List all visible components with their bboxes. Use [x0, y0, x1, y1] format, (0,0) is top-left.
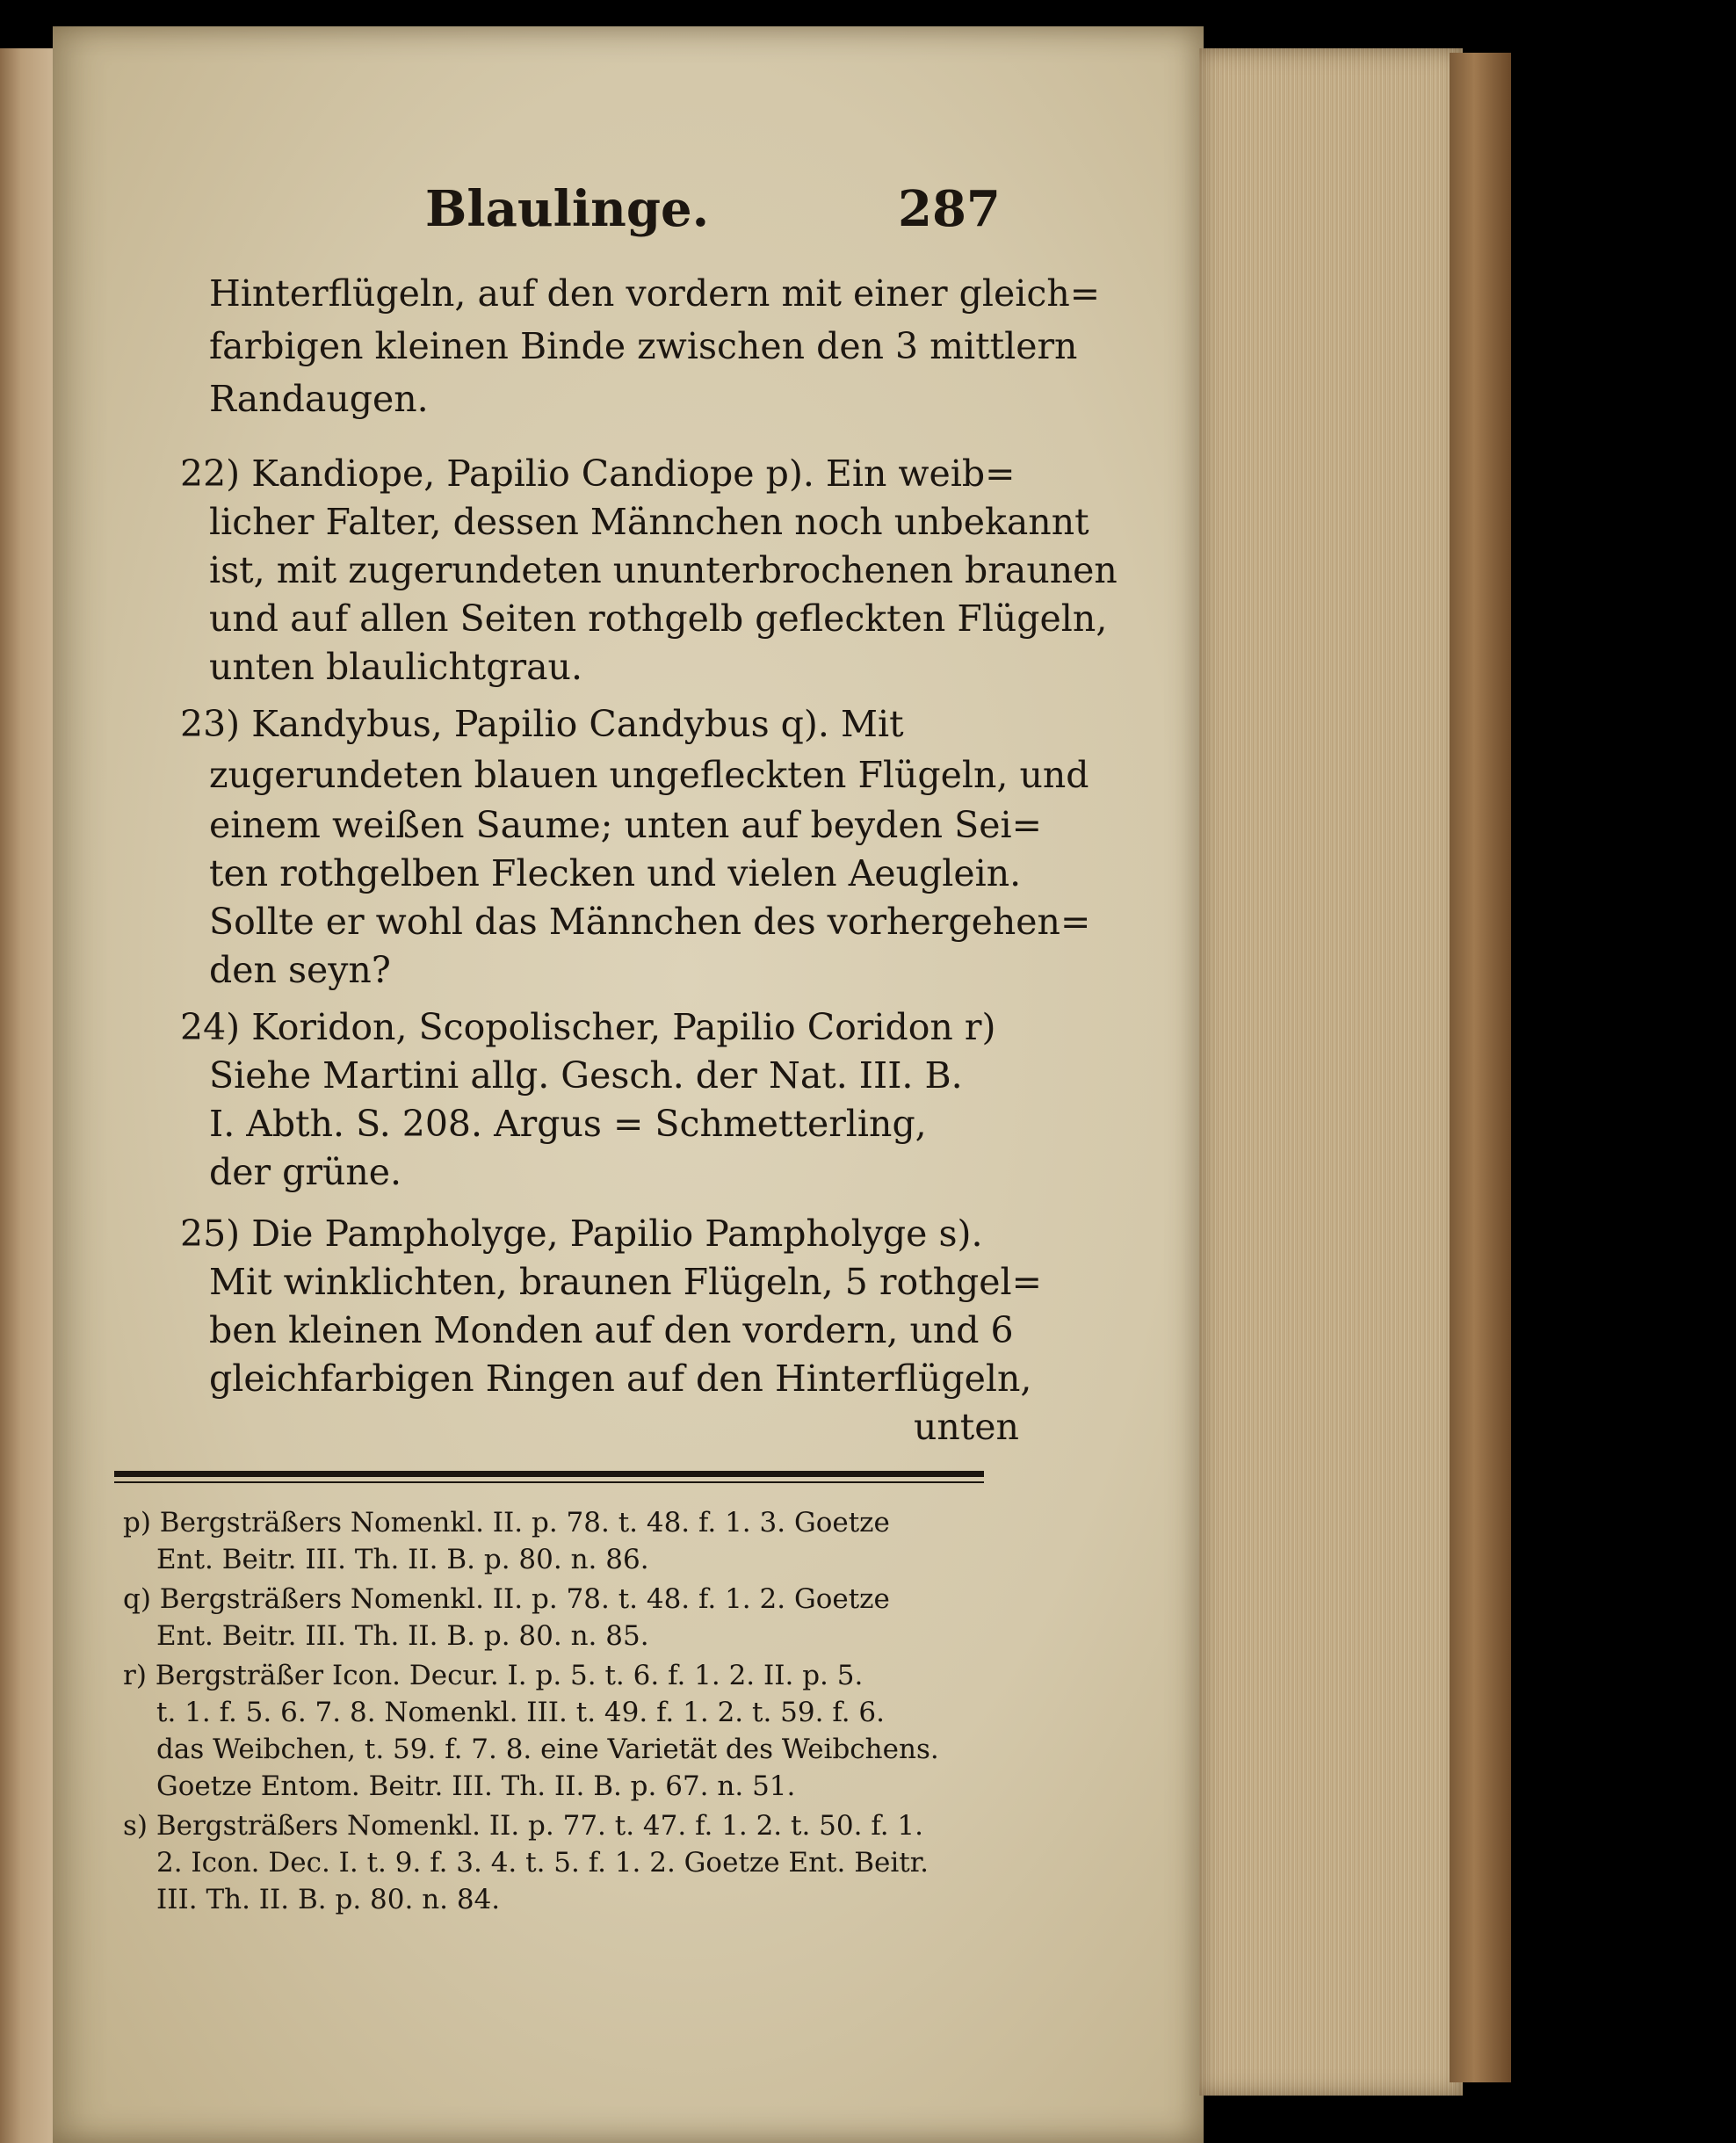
body-line: 25) Die Pampholyge, Papilio Pampholyge s).: [180, 1213, 983, 1255]
body-line: ist, mit zugerundeten ununterbrochenen braunen: [209, 549, 1118, 591]
body-line: farbigen kleinen Binde zwischen den 3 mittlern: [209, 325, 1078, 367]
body-line: und auf allen Seiten rothgelb gefleckten Flügeln,: [209, 597, 1108, 640]
book-cover-edge: [1450, 53, 1511, 2082]
footnote-rule-thin: [114, 1481, 984, 1483]
body-line: Hinterflügeln, auf den vordern mit einer gleich=: [209, 272, 1101, 315]
footnote-line: Ent. Beitr. III. Th. II. B. p. 80. n. 85.: [156, 1620, 649, 1652]
footnote-line: 2. Icon. Dec. I. t. 9. f. 3. 4. t. 5. f. 1. 2. Goetze Ent. Beitr.: [156, 1847, 929, 1879]
body-line: unten blaulichtgrau.: [209, 646, 582, 688]
footnote-line: das Weibchen, t. 59. f. 7. 8. eine Varietät des Weibchens.: [156, 1734, 939, 1765]
footnote-line: Goetze Entom. Beitr. III. Th. II. B. p. 67. n. 51.: [156, 1770, 796, 1802]
page-block-edge: [1199, 48, 1463, 2096]
body-line: den seyn?: [209, 949, 391, 991]
body-line: ten rothgelben Flecken und vielen Aeuglein.: [209, 852, 1022, 894]
catchword: unten: [914, 1406, 1019, 1448]
footnote-line: p) Bergsträßers Nomenkl. II. p. 78. t. 48. f. 1. 3. Goetze: [123, 1507, 890, 1538]
page-number: 287: [898, 180, 1001, 238]
body-line: Siehe Martini allg. Gesch. der Nat. III. B.: [209, 1054, 963, 1097]
body-line: Sollte er wohl das Männchen des vorhergehen=: [209, 901, 1091, 943]
body-line: 24) Koridon, Scopolischer, Papilio Coridon r): [180, 1006, 996, 1048]
body-line: gleichfarbigen Ringen auf den Hinterflügeln,: [209, 1357, 1032, 1400]
body-line: Randaugen.: [209, 378, 429, 420]
body-line: zugerundeten blauen ungefleckten Flügeln, und: [209, 754, 1089, 796]
footnote-line: III. Th. II. B. p. 80. n. 84.: [156, 1884, 501, 1915]
footnote-line: t. 1. f. 5. 6. 7. 8. Nomenkl. III. t. 49. f. 1. 2. t. 59. f. 6.: [156, 1697, 885, 1728]
body-line: der grüne.: [209, 1151, 402, 1193]
body-line: einem weißen Saume; unten auf beyden Sei=: [209, 804, 1042, 846]
running-head: Blaulinge.: [425, 180, 710, 238]
previous-page-edge: [0, 48, 53, 2143]
body-line: 23) Kandybus, Papilio Candybus q). Mit: [180, 703, 904, 745]
body-line: ben kleinen Monden auf den vordern, und 6: [209, 1309, 1014, 1351]
footnote-line: q) Bergsträßers Nomenkl. II. p. 78. t. 48. f. 1. 2. Goetze: [123, 1583, 890, 1615]
footnote-line: Ent. Beitr. III. Th. II. B. p. 80. n. 86.: [156, 1544, 649, 1575]
body-line: 22) Kandiope, Papilio Candiope p). Ein weib=: [180, 452, 1016, 495]
body-line: Mit winklichten, braunen Flügeln, 5 rothgel=: [209, 1261, 1042, 1303]
body-line: licher Falter, dessen Männchen noch unbekannt: [209, 501, 1089, 543]
footnote-rule: [114, 1471, 984, 1477]
footnote-line: s) Bergsträßers Nomenkl. II. p. 77. t. 47. f. 1. 2. t. 50. f. 1.: [123, 1810, 923, 1842]
footnote-line: r) Bergsträßer Icon. Decur. I. p. 5. t. 6. f. 1. 2. II. p. 5.: [123, 1660, 864, 1691]
body-line: I. Abth. S. 208. Argus = Schmetterling,: [209, 1103, 927, 1145]
